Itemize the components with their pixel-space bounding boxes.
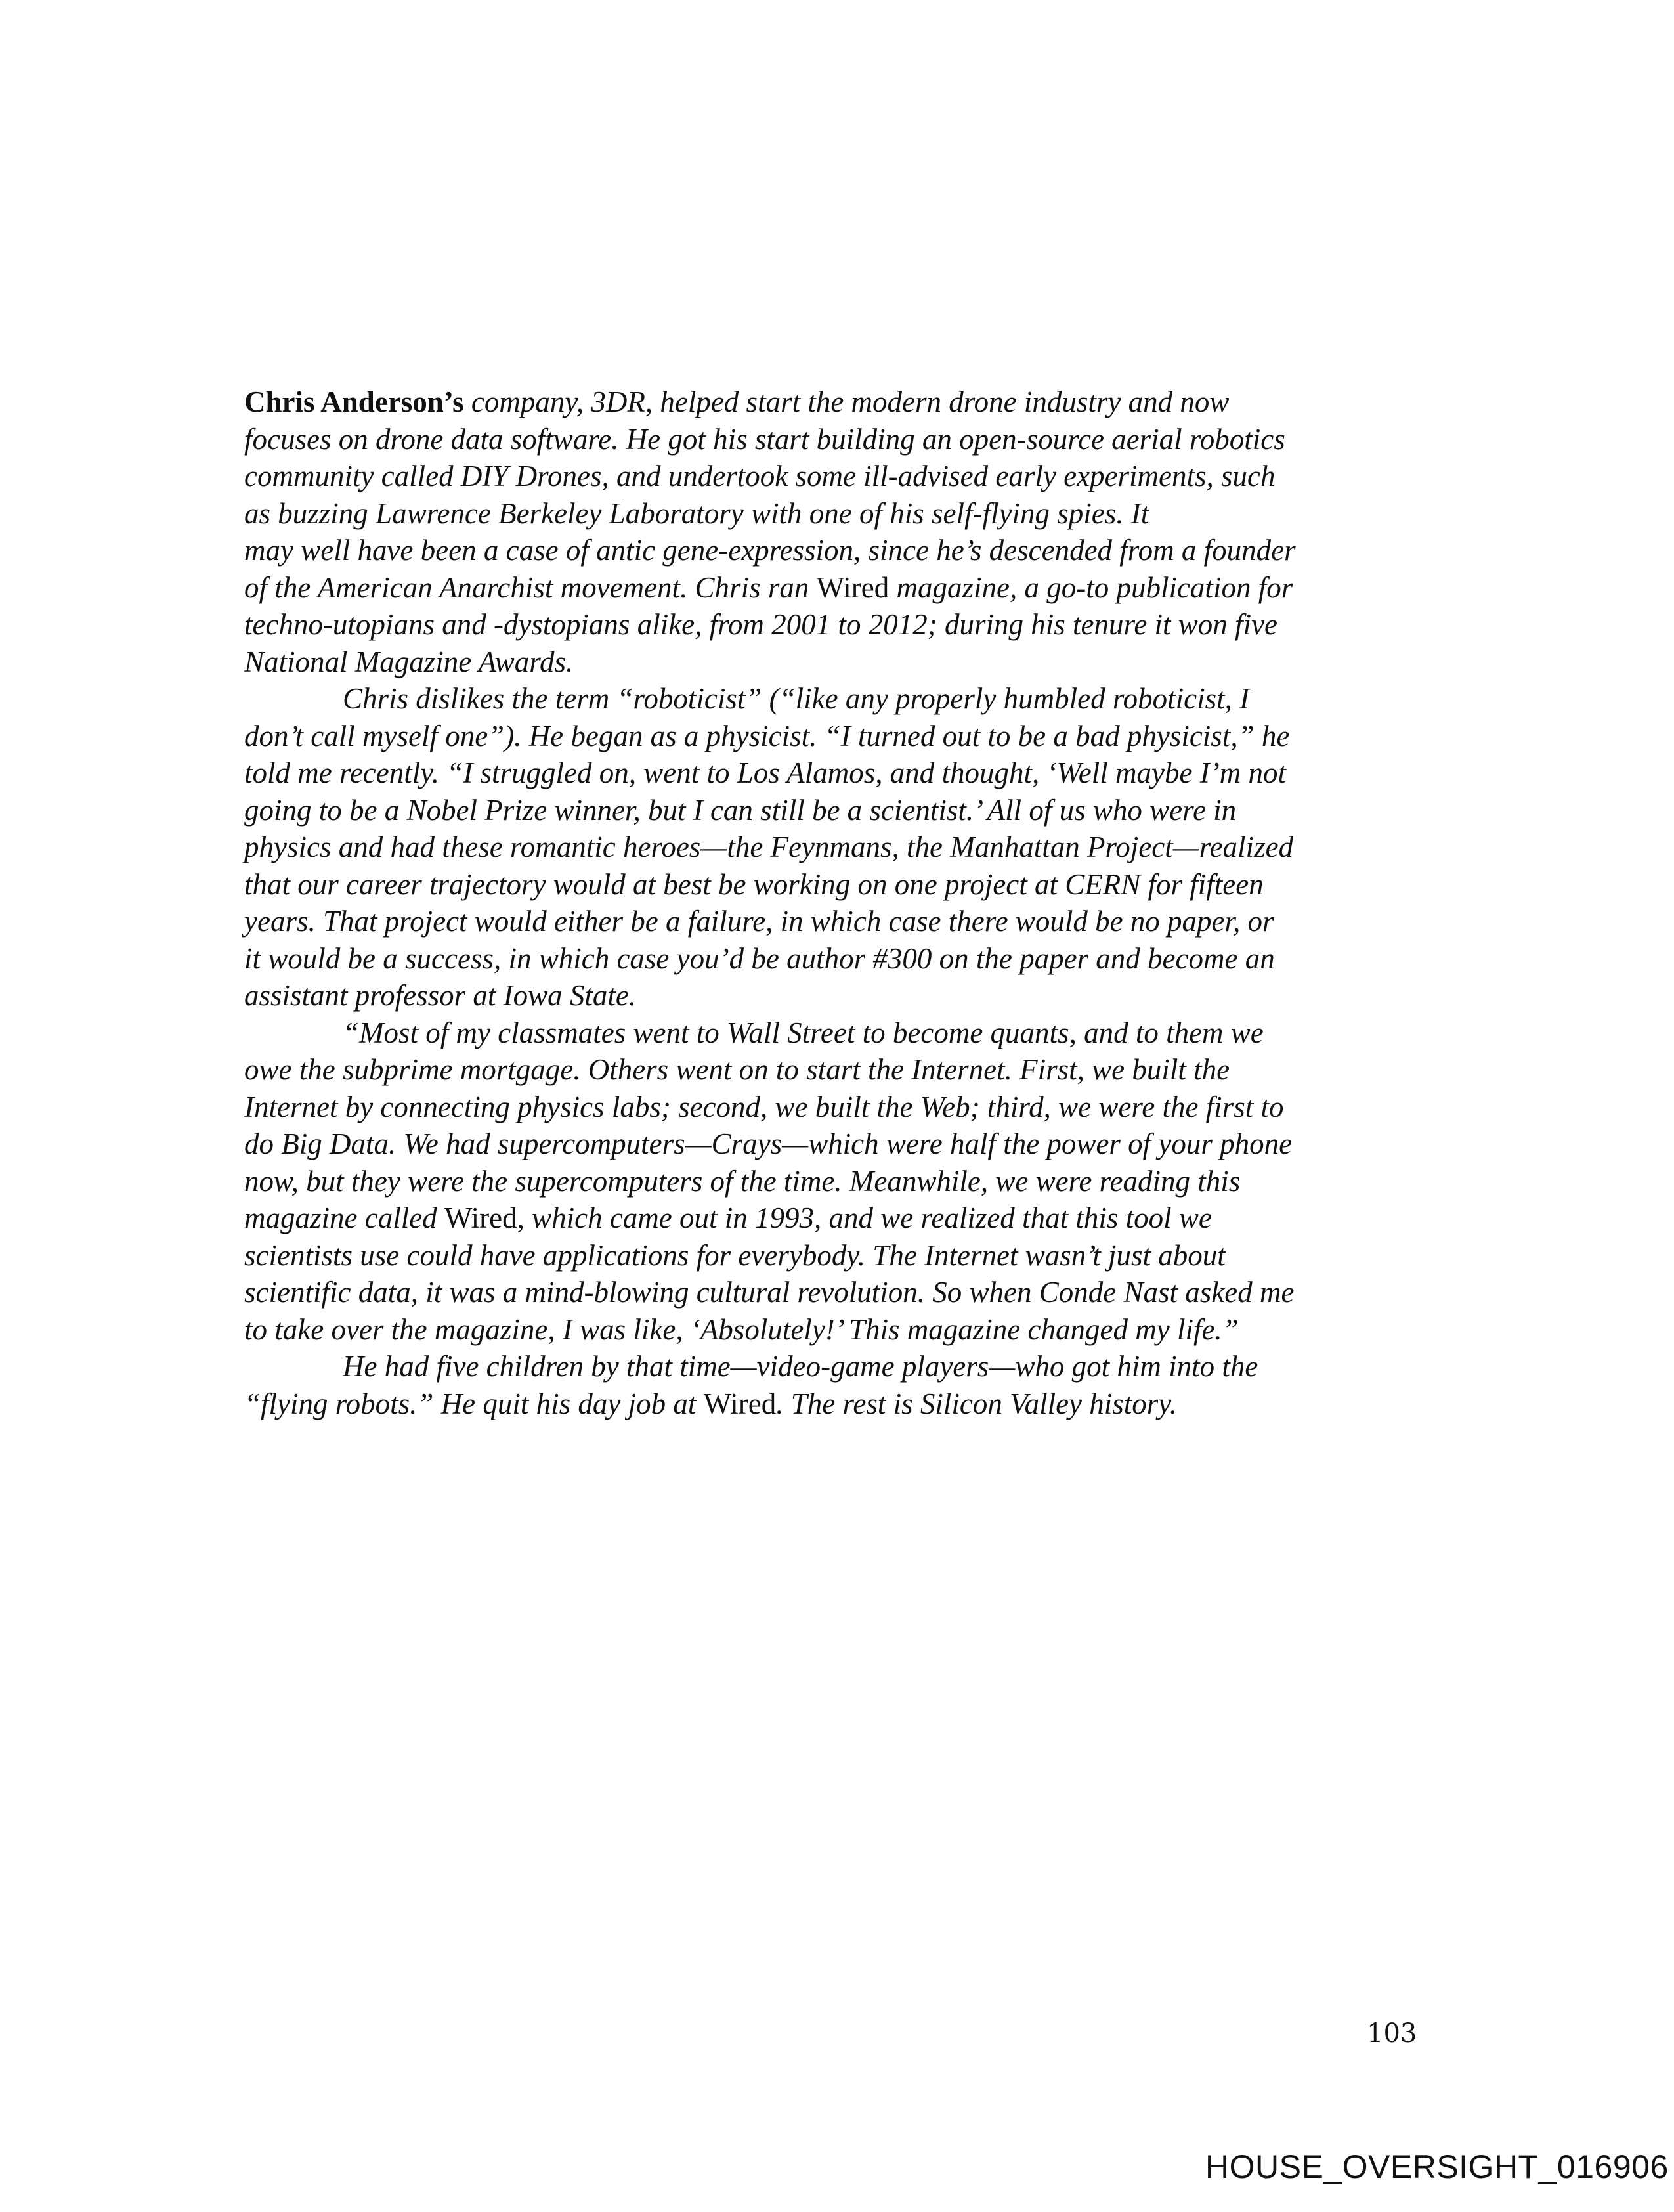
text-segment: assistant professor at Iowa State. [244, 979, 637, 1012]
text-line [244, 495, 1426, 532]
text-segment: going to be a Nobel Prize winner, but I can still be a scientist.’ All of us who were in [244, 793, 1237, 827]
text-line [244, 1089, 1426, 1126]
text-segment: . The rest is Silicon Valley history. [776, 1387, 1178, 1420]
publication-title: Wired [703, 1387, 777, 1420]
text-segment: “flying robots.” He quit his day job at [244, 1387, 704, 1420]
text-segment: magazine, a go-to publication for [889, 571, 1293, 604]
text-line [244, 421, 1426, 458]
author-name: Chris Anderson’s [244, 385, 464, 418]
text-line [244, 680, 1426, 718]
publication-title: Wired [816, 571, 890, 604]
text-segment: years. That project would either be a failure, in which case there would be no paper, or [244, 905, 1274, 938]
text-segment: do Big Data. We had supercomputers—Crays—which were half the power of your phone [244, 1127, 1293, 1160]
text-segment: to take over the magazine, I was like, ‘Absolutely!’ This magazine changed my life.” [244, 1312, 1239, 1346]
text-line [244, 792, 1426, 829]
text-line [244, 1274, 1426, 1311]
text-segment: National Magazine Awards. [244, 645, 574, 678]
text-line [244, 940, 1426, 978]
text-line [244, 977, 1426, 1014]
text-line [244, 643, 1426, 681]
text-segment: it would be a success, in which case you’d be author #300 on the paper and become an [244, 942, 1275, 975]
text-line [244, 718, 1426, 755]
text-segment: Internet by connecting physics labs; second, we built the Web; third, we were the first to [244, 1090, 1284, 1123]
text-line [244, 866, 1426, 903]
text-line [244, 383, 1426, 421]
text-line [244, 569, 1426, 607]
text-segment: magazine called [244, 1202, 444, 1234]
text-line [244, 1348, 1426, 1385]
text-segment: company, 3DR, helped start the modern drone industry and now [463, 385, 1230, 418]
text-line [244, 1125, 1426, 1163]
text-segment: of the American Anarchist movement. Chris ran [244, 571, 817, 604]
text-segment: scientists use could have applications for everybody. The Internet wasn’t just about [244, 1238, 1226, 1272]
page-number: 103 [1367, 2018, 1417, 2049]
publication-title: Wired [444, 1202, 517, 1234]
text-segment: may well have been a case of antic gene-expression, since he’s descended from a founder [244, 534, 1296, 567]
text-line [244, 829, 1426, 866]
text-segment: now, but they were the supercomputers of the time. Meanwhile, we were reading this [244, 1164, 1241, 1198]
bates-number: HOUSE_OVERSIGHT_016906 [1205, 2148, 1669, 2185]
text-line [244, 1014, 1426, 1052]
text-line [244, 606, 1426, 643]
text-line [244, 532, 1426, 569]
text-segment: owe the subprime mortgage. Others went on to start the Internet. First, we built the [244, 1053, 1230, 1086]
text-line [244, 1385, 1426, 1423]
text-line [244, 1311, 1426, 1349]
text-segment: that our career trajectory would at best be working on one project at CERN for fifteen [244, 867, 1264, 901]
text-segment: focuses on drone data software. He got his start building an open-source aerial robotics [244, 422, 1285, 456]
text-segment: as buzzing Lawrence Berkeley Laboratory with one of his self-flying spies. It [244, 496, 1149, 530]
text-line [244, 1237, 1426, 1274]
text-segment: told me recently. “I struggled on, went to Los Alamos, and thought, ‘Well maybe I’m not [244, 756, 1286, 789]
text-segment: scientific data, it was a mind-blowing cultural revolution. So when Conde Nast asked me [244, 1276, 1295, 1309]
text-line [244, 903, 1426, 940]
text-line [244, 1200, 1426, 1237]
text-segment: Chris dislikes the term “roboticist” (“like any properly humbled roboticist, I [343, 682, 1250, 715]
text-segment: don’t call myself one”). He began as a physicist. “I turned out to be a bad physicist,” he [244, 719, 1290, 752]
text-line [244, 1163, 1426, 1200]
text-segment: physics and had these romantic heroes—the Feynmans, the Manhattan Project—realized [244, 831, 1294, 863]
text-segment: He had five children by that time—video-game players—who got him into the [343, 1350, 1258, 1383]
text-segment: “Most of my classmates went to Wall Street to become quants, and to them we [343, 1016, 1264, 1049]
text-line [244, 754, 1426, 792]
text-segment: , which came out in 1993, and we realized that this tool we [517, 1202, 1212, 1234]
body-text [244, 383, 1426, 1422]
text-line [244, 458, 1426, 495]
text-segment: techno-utopians and -dystopians alike, from 2001 to 2012; during his tenure it won five [244, 608, 1278, 641]
text-segment: community called DIY Drones, and undertook some ill-advised early experiments, such [244, 460, 1276, 492]
text-line [244, 1051, 1426, 1089]
